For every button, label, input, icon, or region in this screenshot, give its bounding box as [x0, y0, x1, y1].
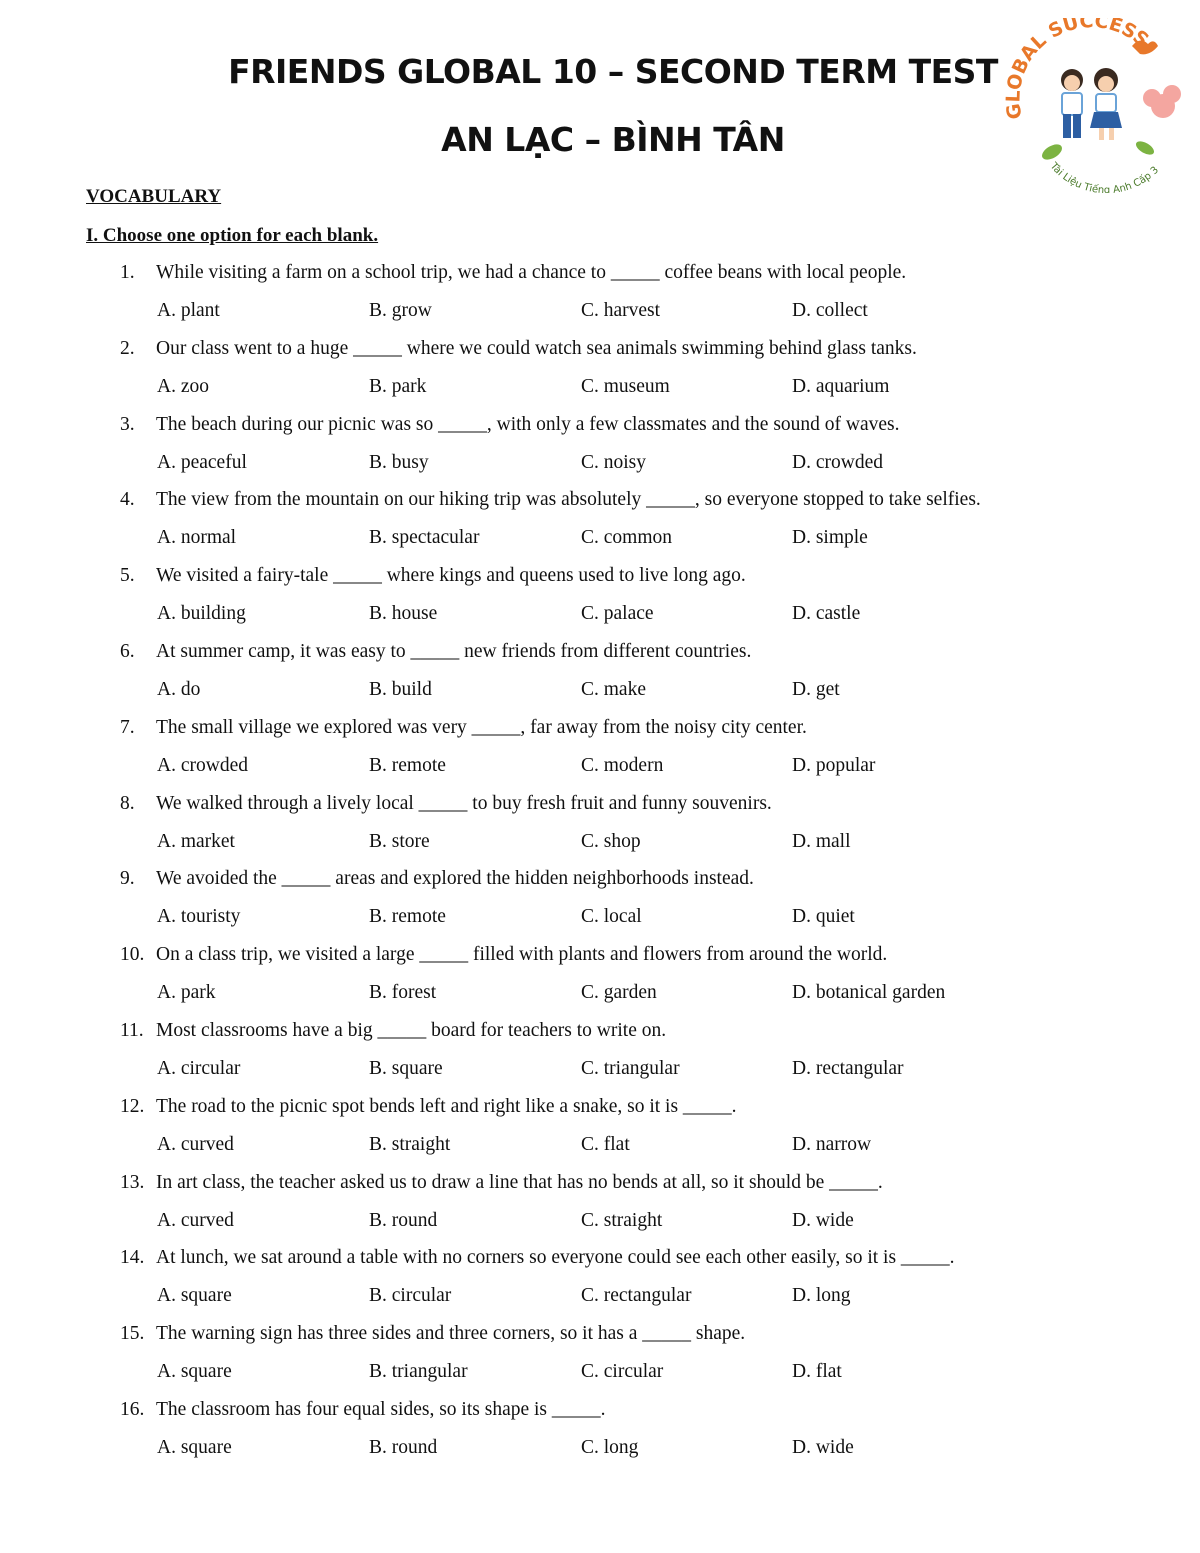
- question-number: 10.: [120, 944, 145, 966]
- answer-option-d[interactable]: D. mall: [792, 830, 851, 852]
- answer-option-b[interactable]: B. triangular: [369, 1361, 468, 1383]
- answer-option-c[interactable]: C. museum: [581, 375, 670, 397]
- answer-option-a[interactable]: A. peaceful: [157, 451, 247, 473]
- leaf-icon: [1039, 141, 1064, 162]
- question-item: [0, 793, 1200, 869]
- question-stem: [120, 868, 754, 890]
- section-heading-part1: I. Choose one option for each blank.: [86, 225, 379, 246]
- answer-option-a[interactable]: A. building: [157, 603, 246, 625]
- answer-option-c[interactable]: C. common: [581, 527, 672, 549]
- answer-option-a[interactable]: A. square: [157, 1285, 232, 1307]
- question-item: [0, 489, 1200, 565]
- question-number: 4.: [120, 489, 135, 511]
- answer-option-d[interactable]: D. simple: [792, 527, 868, 549]
- answer-option-b[interactable]: B. remote: [369, 906, 446, 928]
- answer-option-b[interactable]: B. grow: [369, 300, 432, 321]
- question-item: [0, 1399, 1200, 1475]
- question-text: We visited a fairy-tale _____ where kings and queens used to live long ago.: [156, 565, 746, 587]
- question-list: [0, 262, 1200, 1475]
- question-number: 1.: [120, 262, 135, 283]
- question-text: In art class, the teacher asked us to draw a line that has no bends at all, so it should be _____.: [156, 1171, 883, 1193]
- question-stem: [120, 262, 906, 284]
- answer-option-c[interactable]: C. noisy: [581, 451, 647, 473]
- question-stem: [120, 1096, 737, 1118]
- answer-options: [157, 679, 1157, 705]
- answer-option-a[interactable]: A. park: [157, 982, 216, 1004]
- question-text: We walked through a lively local _____ to buy fresh fruit and funny souvenirs.: [156, 792, 772, 814]
- answer-option-a[interactable]: A. circular: [157, 1057, 241, 1079]
- answer-options: [157, 755, 1157, 781]
- students-icon: [1061, 68, 1122, 140]
- answer-option-a[interactable]: A. curved: [157, 1133, 234, 1155]
- answer-options: [157, 1058, 1157, 1084]
- question-stem: [120, 1020, 666, 1042]
- answer-options: [157, 452, 1157, 478]
- answer-option-b[interactable]: B. straight: [369, 1133, 451, 1155]
- question-stem: [120, 1247, 955, 1269]
- question-item: [0, 1323, 1200, 1399]
- question-item: [0, 338, 1200, 414]
- question-text: While visiting a farm on a school trip, we had a chance to _____ coffee beans with local people.: [156, 262, 907, 283]
- question-number: 14.: [120, 1247, 145, 1269]
- svg-text:Tài Liệu Tiếng Anh Cấp 3: [1047, 160, 1161, 193]
- question-stem: [120, 414, 900, 436]
- page-title: FRIENDS GLOBAL 10 – SECOND TERM TEST: [228, 52, 998, 91]
- answer-options: [157, 1134, 1157, 1160]
- answer-option-b[interactable]: B. spectacular: [369, 527, 480, 549]
- answer-option-a[interactable]: A. touristy: [157, 906, 241, 928]
- question-stem: [120, 1172, 883, 1194]
- question-number: 6.: [120, 640, 135, 662]
- question-stem: [120, 489, 981, 511]
- answer-option-d[interactable]: D. narrow: [792, 1133, 872, 1155]
- answer-option-a[interactable]: A. market: [157, 830, 235, 852]
- answer-option-c[interactable]: C. harvest: [581, 300, 661, 321]
- answer-options: [157, 831, 1157, 857]
- answer-options: [157, 1210, 1157, 1236]
- question-item: [0, 414, 1200, 490]
- question-number: 2.: [120, 337, 135, 359]
- answer-option-b[interactable]: B. forest: [369, 982, 437, 1004]
- answer-options: [157, 376, 1157, 402]
- answer-options: [157, 603, 1157, 629]
- question-text: Most classrooms have a big _____ board for teachers to write on.: [156, 1019, 667, 1041]
- question-item: [0, 868, 1200, 944]
- answer-option-c[interactable]: C. local: [581, 906, 642, 928]
- question-text: At summer camp, it was easy to _____ new friends from different countries.: [156, 640, 752, 662]
- answer-option-c[interactable]: C. rectangular: [581, 1285, 692, 1307]
- answer-option-b[interactable]: B. house: [369, 603, 438, 625]
- question-number: 9.: [120, 868, 135, 890]
- question-text: On a class trip, we visited a large _____ filled with plants and flowers from around the world.: [156, 944, 888, 966]
- question-text: The small village we explored was very _____, far away from the noisy city center.: [156, 716, 807, 738]
- page-subtitle: AN LẠC – BÌNH TÂN: [441, 120, 785, 159]
- answer-option-d[interactable]: D. rectangular: [792, 1057, 904, 1079]
- question-number: 11.: [120, 1019, 144, 1041]
- logo-brand-text: GLOBAL SUCCESS: [1002, 18, 1153, 121]
- answer-option-b[interactable]: B. remote: [369, 754, 446, 776]
- question-text: The view from the mountain on our hiking trip was absolutely _____, so everyone stopped to take selfies.: [156, 489, 981, 511]
- question-text: The classroom has four equal sides, so its shape is _____.: [156, 1398, 606, 1420]
- answer-options: [157, 906, 1157, 932]
- question-item: [0, 1247, 1200, 1323]
- question-number: 12.: [120, 1095, 145, 1117]
- answer-option-a[interactable]: A. do: [157, 678, 201, 700]
- answer-option-d[interactable]: D. long: [792, 1285, 851, 1307]
- answer-option-d[interactable]: D. aquarium: [792, 375, 890, 397]
- answer-options: [157, 1437, 1157, 1463]
- question-stem: [120, 717, 807, 739]
- question-item: [0, 641, 1200, 717]
- question-item: [0, 1020, 1200, 1096]
- answer-option-c[interactable]: C. circular: [581, 1361, 664, 1383]
- answer-option-b[interactable]: B. round: [369, 1209, 438, 1231]
- question-number: 8.: [120, 792, 135, 814]
- answer-option-d[interactable]: D. crowded: [792, 451, 883, 473]
- question-stem: [120, 1399, 606, 1421]
- question-number: 13.: [120, 1171, 145, 1193]
- question-text: The beach during our picnic was so _____, with only a few classmates and the sound of waves.: [156, 413, 900, 435]
- answer-options: [157, 982, 1157, 1008]
- question-stem: [120, 793, 772, 815]
- question-stem: [120, 641, 751, 663]
- answer-option-a[interactable]: A. normal: [157, 527, 237, 549]
- question-number: 15.: [120, 1323, 145, 1345]
- answer-option-d[interactable]: D. castle: [792, 603, 861, 625]
- question-number: 16.: [120, 1398, 145, 1420]
- answer-option-b[interactable]: B. store: [369, 830, 430, 852]
- answer-option-b[interactable]: B. circular: [369, 1285, 452, 1307]
- question-item: [0, 262, 1200, 338]
- question-text: At lunch, we sat around a table with no corners so everyone could see each other easily, so it is _____.: [156, 1247, 955, 1269]
- answer-option-d[interactable]: D. wide: [792, 1436, 854, 1458]
- answer-option-c[interactable]: C. palace: [581, 603, 654, 625]
- question-number: 3.: [120, 413, 135, 435]
- answer-option-d[interactable]: D. wide: [792, 1209, 854, 1231]
- question-item: [0, 717, 1200, 793]
- question-number: 5.: [120, 565, 135, 587]
- question-item: [0, 1172, 1200, 1248]
- answer-option-a[interactable]: A. plant: [157, 300, 220, 321]
- answer-options: [157, 300, 1157, 326]
- answer-option-c[interactable]: C. garden: [581, 982, 657, 1004]
- answer-option-a[interactable]: A. crowded: [157, 754, 248, 776]
- answer-options: [157, 1285, 1157, 1311]
- question-stem: [120, 338, 917, 360]
- question-item: [0, 944, 1200, 1020]
- answer-option-b[interactable]: B. park: [369, 375, 427, 397]
- answer-option-a[interactable]: A. square: [157, 1436, 232, 1458]
- answer-option-c[interactable]: C. triangular: [581, 1057, 680, 1079]
- answer-option-c[interactable]: C. long: [581, 1436, 639, 1458]
- answer-option-a[interactable]: A. zoo: [157, 375, 209, 397]
- answer-option-c[interactable]: C. modern: [581, 754, 664, 776]
- answer-option-c[interactable]: C. make: [581, 678, 646, 700]
- answer-option-c[interactable]: C. straight: [581, 1209, 663, 1231]
- answer-option-b[interactable]: B. build: [369, 678, 432, 700]
- answer-option-b[interactable]: B. round: [369, 1436, 438, 1458]
- question-stem: [120, 565, 746, 587]
- answer-option-c[interactable]: C. shop: [581, 830, 641, 852]
- question-text: We avoided the _____ areas and explored the hidden neighborhoods instead.: [156, 868, 754, 890]
- question-text: Our class went to a huge _____ where we could watch sea animals swimming behind glass tanks.: [156, 337, 917, 359]
- answer-option-b[interactable]: B. square: [369, 1057, 443, 1079]
- answer-option-d[interactable]: D. get: [792, 678, 840, 700]
- question-text: The warning sign has three sides and three corners, so it has a _____ shape.: [156, 1323, 746, 1345]
- answer-option-d[interactable]: D. popular: [792, 754, 876, 776]
- answer-option-a[interactable]: A. square: [157, 1361, 232, 1383]
- question-number: 7.: [120, 716, 135, 738]
- logo-graphic: [1000, 18, 1190, 193]
- answer-option-c[interactable]: C. flat: [581, 1133, 630, 1155]
- answer-options: [157, 1361, 1157, 1387]
- answer-option-b[interactable]: B. busy: [369, 451, 429, 473]
- question-text: The road to the picnic spot bends left and right like a snake, so it is _____.: [156, 1095, 737, 1117]
- question-item: [0, 565, 1200, 641]
- answer-option-d[interactable]: D. flat: [792, 1361, 842, 1383]
- answer-options: [157, 527, 1157, 553]
- question-item: [0, 1096, 1200, 1172]
- answer-option-d[interactable]: D. botanical garden: [792, 982, 946, 1004]
- logo-tagline: Tài Liệu Tiếng Anh Cấp 3: [1047, 160, 1162, 193]
- question-stem: [120, 1323, 745, 1345]
- question-stem: [120, 944, 887, 966]
- section-heading-vocabulary: VOCABULARY: [86, 186, 222, 207]
- global-success-logo: [1000, 18, 1190, 193]
- answer-option-d[interactable]: D. collect: [792, 300, 868, 321]
- answer-option-d[interactable]: D. quiet: [792, 906, 855, 928]
- answer-option-a[interactable]: A. curved: [157, 1209, 234, 1231]
